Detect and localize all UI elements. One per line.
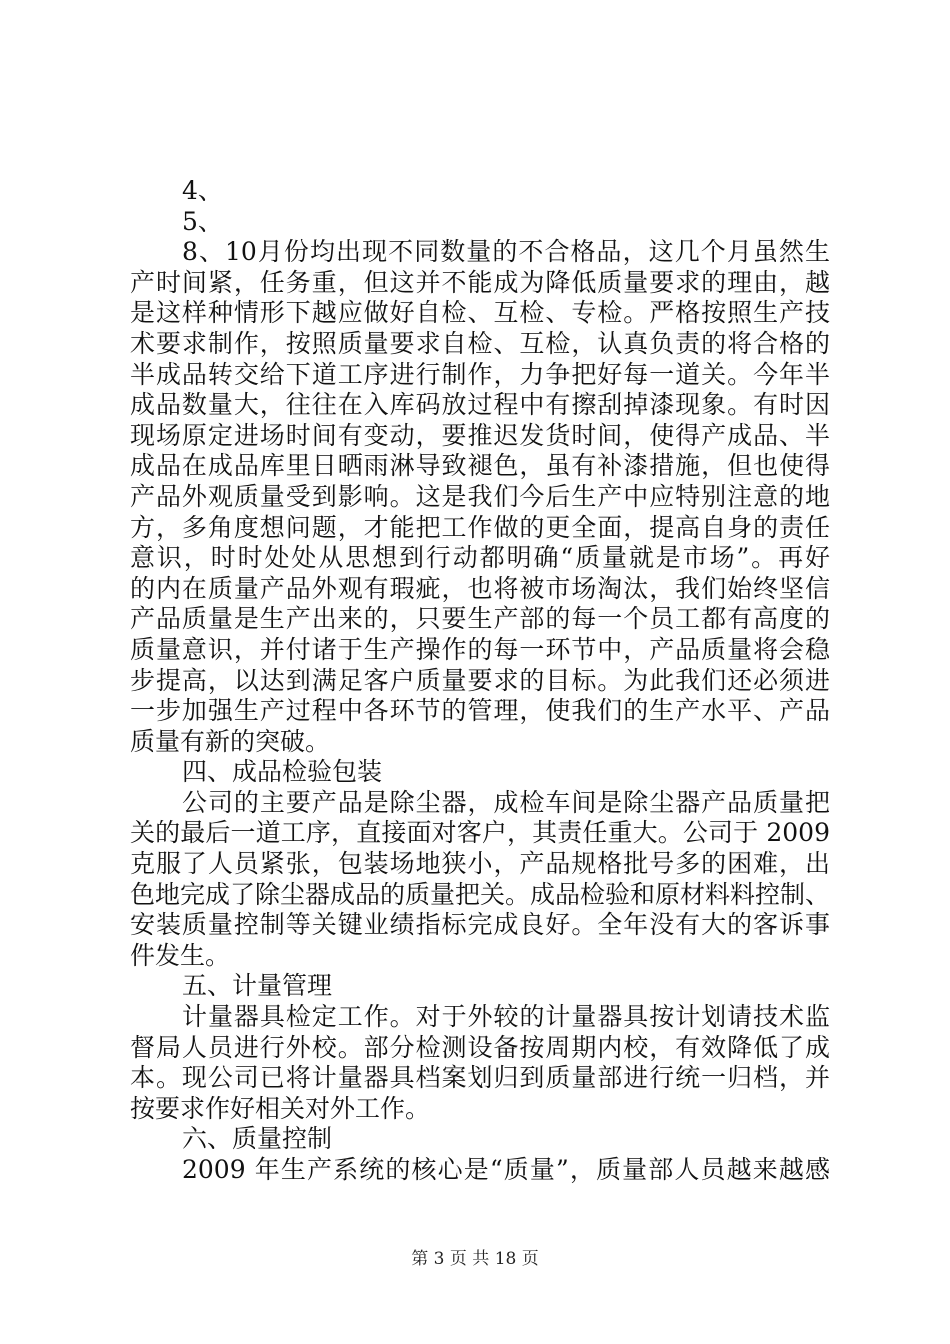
text-line: 成品在成品库里日晒雨淋导致褪色，虽有补漆措施，但也使得 [130, 451, 830, 481]
text-line: 现场原定进场时间有变动，要推迟发货时间，使得产成品、半 [130, 420, 830, 450]
text-line: 件发生。 [130, 940, 231, 970]
text-line: 4、 [182, 176, 223, 205]
text-line: 克服了人员紧张，包装场地狭小，产品规格批号多的困难，出 [130, 849, 830, 879]
text-line: 8、10月份均出现不同数量的不合格品，这几个月虽然生 [182, 237, 830, 267]
text-line: 一步加强生产过程中各环节的管理，使我们的生产水平、产品 [130, 696, 830, 726]
text-line: 四、成品检验包装 [182, 757, 383, 787]
text-line: 步提高，以达到满足客户质量要求的目标。为此我们还必须进 [130, 665, 830, 695]
text-line: 5、 [182, 206, 223, 236]
text-line: 计量器具检定工作。对于外较的计量器具按计划请技术监 [182, 1002, 830, 1032]
text-line: 公司的主要产品是除尘器，成检车间是除尘器产品质量把 [182, 787, 830, 817]
text-line: 产品外观质量受到影响。这是我们今后生产中应特别注意的地 [130, 481, 830, 511]
page-footer: 第 3 页 共 18 页 [411, 1249, 539, 1269]
text-line: 五、计量管理 [182, 971, 333, 1001]
text-line: 关的最后一道工序，直接面对客户，其责任重大。公司于 2009 [130, 818, 830, 848]
text-line: 产品质量是生产出来的，只要生产部的每一个员工都有高度的 [130, 604, 830, 634]
document-body [130, 176, 830, 1186]
text-line: 色地完成了除尘器成品的质量把关。成品检验和原材料料控制、 [130, 879, 831, 909]
text-line: 六、质量控制 [182, 1124, 333, 1154]
text-line: 半成品转交给下道工序进行制作，力争把好每一道关。今年半 [130, 359, 830, 389]
text-line: 2009 年生产系统的核心是“质量”，质量部人员越来越感 [182, 1155, 830, 1184]
text-line: 是这样种情形下越应做好自检、互检、专检。严格按照生产技 [130, 298, 830, 328]
text-line: 督局人员进行外校。部分检测设备按周期内校，有效降低了成 [130, 1032, 830, 1062]
text-line: 质量意识，并付诸于生产操作的每一环节中，产品质量将会稳 [130, 634, 830, 664]
text-line: 质量有新的突破。 [130, 726, 331, 756]
text-line: 安装质量控制等关键业绩指标完成良好。全年没有大的客诉事 [130, 910, 830, 940]
text-line: 按要求作好相关对外工作。 [130, 1093, 431, 1123]
text-line: 产时间紧，任务重，但这并不能成为降低质量要求的理由，越 [130, 267, 830, 297]
text-line: 术要求制作，按照质量要求自检、互检，认真负责的将合格的 [130, 328, 830, 358]
text-line: 成品数量大，往往在入库码放过程中有擦刮掉漆现象。有时因 [130, 390, 830, 420]
text-line: 的内在质量产品外观有瑕疵，也将被市场淘汰，我们始终坚信 [130, 573, 830, 603]
text-line: 本。现公司已将计量器具档案划归到质量部进行统一归档，并 [130, 1063, 830, 1093]
text-line: 意识，时时处处从思想到行动都明确“质量就是市场”。再好 [130, 543, 830, 573]
text-line: 方，多角度想问题，才能把工作做的更全面，提高自身的责任 [130, 512, 830, 542]
